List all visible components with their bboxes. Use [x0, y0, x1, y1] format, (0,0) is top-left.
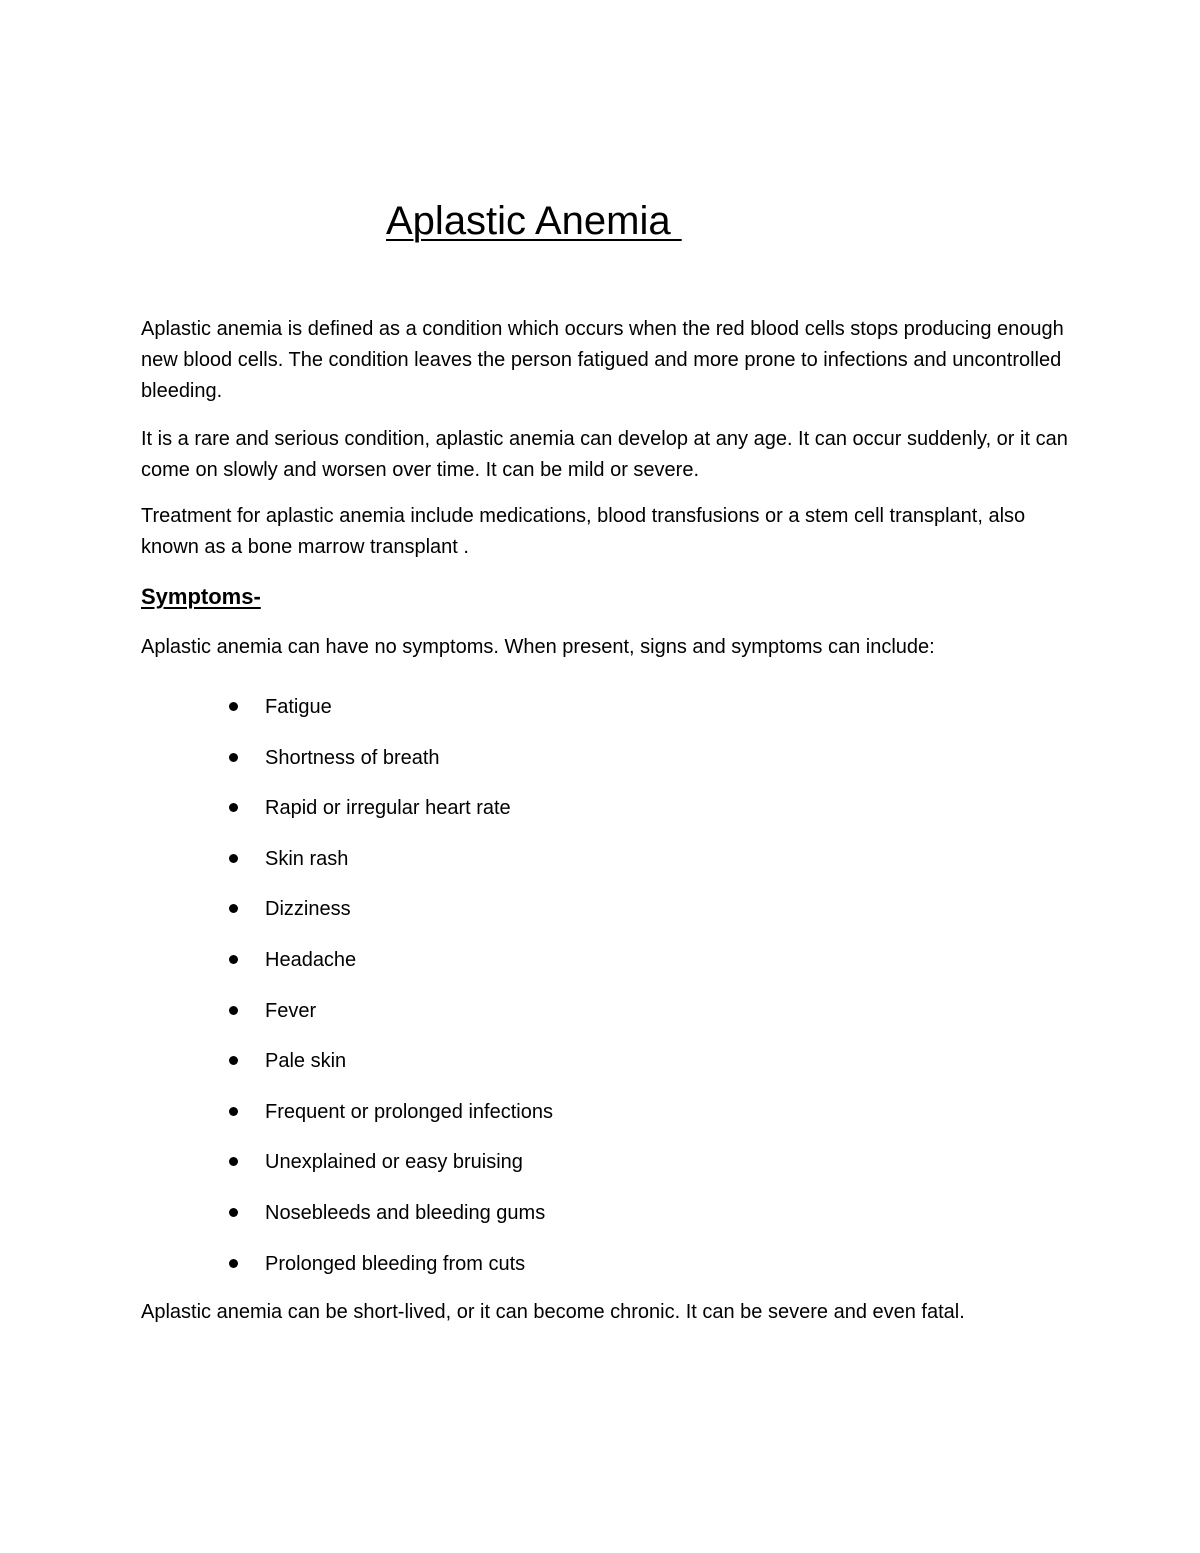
- list-item: [0, 844, 900, 895]
- list-item: [0, 692, 900, 743]
- symptoms-intro: Aplastic anemia can have no symptoms. When present, signs and symptoms can include:: [141, 636, 935, 658]
- symptom-label: Pale skin: [265, 1050, 347, 1073]
- list-item: [0, 793, 900, 844]
- bullet-icon: [229, 1056, 238, 1065]
- symptom-label: Unexplained or easy bruising: [265, 1151, 523, 1174]
- list-item: [0, 1147, 900, 1198]
- bullet-icon: [229, 955, 238, 964]
- symptoms-heading: Symptoms-: [141, 584, 261, 609]
- symptom-label: Skin rash: [265, 847, 349, 870]
- intro-paragraph-treatment: Treatment for aplastic anemia include medications, blood transfusions or a stem cell transplant, also known as a bone marrow transplant .: [141, 505, 1026, 558]
- symptom-label: Frequent or prolonged infections: [265, 1100, 553, 1123]
- intro-paragraph-definition: Aplastic anemia is defined as a condition which occurs when the red blood cells stops producing enough new blood cells. The condition leaves the person fatigued and more prone to infections and uncontrolled bleeding.: [141, 318, 1064, 402]
- list-item: [0, 996, 900, 1047]
- intro-paragraph-onset: It is a rare and serious condition, aplastic anemia can develop at any age. It can occur suddenly, or it can come on slowly and worsen over time. It can be mild or severe.: [141, 428, 1068, 481]
- list-item: [0, 945, 900, 996]
- bullet-icon: [229, 702, 238, 711]
- bullet-icon: [229, 1259, 238, 1268]
- list-item: [0, 743, 900, 794]
- symptom-label: Headache: [265, 948, 357, 971]
- symptoms-list: [0, 692, 900, 1299]
- list-item: [0, 894, 900, 945]
- symptom-label: Prolonged bleeding from cuts: [265, 1252, 526, 1275]
- bullet-icon: [229, 1006, 238, 1015]
- list-item: [0, 1097, 900, 1148]
- list-item: [0, 1198, 900, 1249]
- symptom-label: Shortness of breath: [265, 746, 440, 769]
- bullet-icon: [229, 753, 238, 762]
- page-title: Aplastic Anemia: [386, 199, 682, 243]
- bullet-icon: [229, 1208, 238, 1217]
- bullet-icon: [229, 803, 238, 812]
- bullet-icon: [229, 854, 238, 863]
- bullet-icon: [229, 904, 238, 913]
- closing-paragraph: Aplastic anemia can be short-lived, or it can become chronic. It can be severe and even fatal.: [141, 1301, 965, 1323]
- bullet-icon: [229, 1107, 238, 1116]
- list-item: [0, 1046, 900, 1097]
- symptom-label: Fever: [265, 999, 317, 1022]
- symptom-label: Rapid or irregular heart rate: [265, 797, 511, 820]
- symptom-label: Fatigue: [265, 696, 332, 718]
- symptom-label: Nosebleeds and bleeding gums: [265, 1201, 546, 1224]
- bullet-icon: [229, 1157, 238, 1166]
- symptom-label: Dizziness: [265, 898, 351, 921]
- list-item: [0, 1249, 900, 1300]
